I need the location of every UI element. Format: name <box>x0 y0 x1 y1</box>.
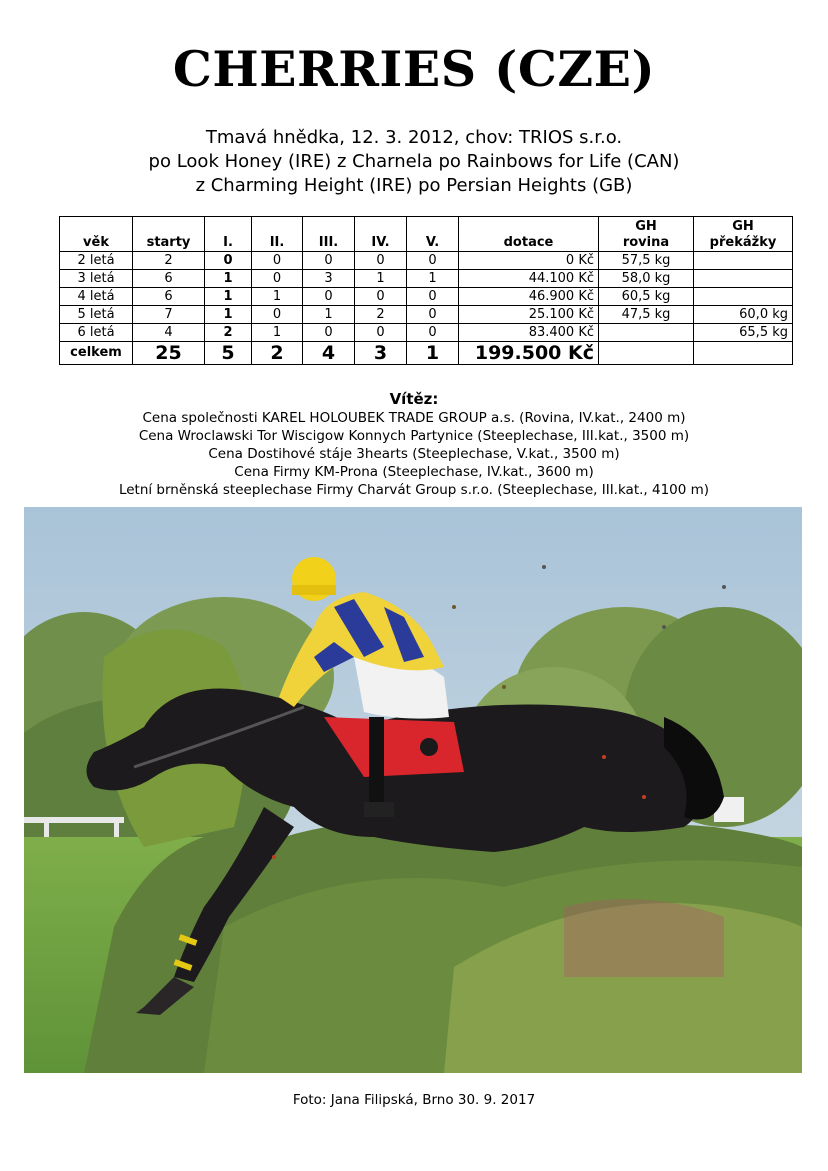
cell-third: 0 <box>303 324 355 342</box>
wins-list <box>0 409 828 499</box>
cell-earnings: 0 Kč <box>459 252 599 270</box>
win-item: Cena Wroclawski Tor Wiscigow Konnych Partynice (Steeplechase, III.kat., 3500 m) <box>138 428 690 444</box>
col-header-gh-jumps <box>694 217 793 252</box>
cell-age: 4 letá <box>60 288 133 306</box>
cell-fifth: 0 <box>407 324 459 342</box>
cell-earnings: 46.900 Kč <box>459 288 599 306</box>
total-starts: 25 <box>133 342 205 365</box>
cell-starts: 6 <box>133 288 205 306</box>
cell-second: 0 <box>252 270 303 288</box>
cell-fifth: 0 <box>407 288 459 306</box>
total-gh-flat <box>599 342 694 365</box>
cell-fourth: 0 <box>355 324 407 342</box>
horse-name-title: CHERRIES (CZE) <box>172 40 656 98</box>
cell-gh-jumps <box>694 288 793 306</box>
cell-fourth: 0 <box>355 288 407 306</box>
cell-earnings: 83.400 Kč <box>459 324 599 342</box>
photo-caption: Foto: Jana Filipská, Brno 30. 9. 2017 <box>292 1092 536 1108</box>
col-header-third: III. <box>303 217 355 252</box>
col-header-second: II. <box>252 217 303 252</box>
cell-starts: 7 <box>133 306 205 324</box>
win-item: Cena Dostihové stáje 3hearts (Steeplechase, V.kat., 3500 m) <box>208 446 620 462</box>
cell-second: 1 <box>252 288 303 306</box>
cell-gh-jumps: 60,0 kg <box>694 306 793 324</box>
cell-fifth: 0 <box>407 306 459 324</box>
table-total-row <box>60 342 793 365</box>
col-header-first: I. <box>205 217 252 252</box>
win-item: Cena Firmy KM-Prona (Steeplechase, IV.kat., 3600 m) <box>234 464 594 480</box>
total-second: 2 <box>252 342 303 365</box>
cell-third: 1 <box>303 306 355 324</box>
table-row <box>60 252 793 270</box>
win-item: Cena společnosti KAREL HOLOUBEK TRADE GROUP a.s. (Rovina, IV.kat., 2400 m) <box>142 410 686 426</box>
cell-first: 1 <box>205 288 252 306</box>
cell-first: 0 <box>205 252 252 270</box>
cell-starts: 6 <box>133 270 205 288</box>
total-gh-jumps <box>694 342 793 365</box>
winner-heading: Vítěz: <box>389 390 439 408</box>
table-row <box>60 324 793 342</box>
cell-second: 0 <box>252 306 303 324</box>
cell-second: 1 <box>252 324 303 342</box>
gh-flat-line1: GH <box>635 219 657 234</box>
gh-jumps-line1: GH <box>732 219 754 234</box>
dam-line: z Charming Height (IRE) po Persian Heights (GB) <box>195 175 633 196</box>
cell-fourth: 1 <box>355 270 407 288</box>
table-row <box>60 288 793 306</box>
cell-earnings: 44.100 Kč <box>459 270 599 288</box>
cell-second: 0 <box>252 252 303 270</box>
cell-fourth: 2 <box>355 306 407 324</box>
table-body <box>60 252 793 342</box>
col-header-starts: starty <box>133 217 205 252</box>
table-row <box>60 306 793 324</box>
cell-first: 1 <box>205 306 252 324</box>
col-header-fourth: IV. <box>355 217 407 252</box>
sire-line: po Look Honey (IRE) z Charnela po Rainbows for Life (CAN) <box>148 151 680 172</box>
table-header-row <box>60 217 793 252</box>
cell-gh-flat: 47,5 kg <box>599 306 694 324</box>
cell-gh-flat <box>599 324 694 342</box>
cell-gh-jumps <box>694 270 793 288</box>
cell-starts: 2 <box>133 252 205 270</box>
cell-gh-jumps: 65,5 kg <box>694 324 793 342</box>
cell-gh-flat: 60,5 kg <box>599 288 694 306</box>
col-header-earnings: dotace <box>459 217 599 252</box>
cell-fourth: 0 <box>355 252 407 270</box>
cell-fifth: 0 <box>407 252 459 270</box>
cell-age: 5 letá <box>60 306 133 324</box>
col-header-fifth: V. <box>407 217 459 252</box>
total-earnings: 199.500 Kč <box>459 342 599 365</box>
total-fourth: 3 <box>355 342 407 365</box>
total-third: 4 <box>303 342 355 365</box>
total-fifth: 1 <box>407 342 459 365</box>
cell-third: 3 <box>303 270 355 288</box>
cell-starts: 4 <box>133 324 205 342</box>
racing-record-table <box>59 216 793 365</box>
total-label: celkem <box>60 342 133 365</box>
cell-first: 1 <box>205 270 252 288</box>
cell-age: 6 letá <box>60 324 133 342</box>
cell-gh-jumps <box>694 252 793 270</box>
gh-jumps-line2: překážky <box>709 235 777 250</box>
gh-flat-line2: rovina <box>622 235 670 250</box>
col-header-age: věk <box>60 217 133 252</box>
cell-fifth: 1 <box>407 270 459 288</box>
total-first: 5 <box>205 342 252 365</box>
horse-details: Tmavá hnědka, 12. 3. 2012, chov: TRIOS s.r.o. <box>205 127 623 148</box>
cell-age: 2 letá <box>60 252 133 270</box>
col-header-gh-flat <box>599 217 694 252</box>
cell-third: 0 <box>303 252 355 270</box>
win-item: Letní brněnská steeplechase Firmy Charvát Group s.r.o. (Steeplechase, III.kat., 4100 m) <box>118 482 710 498</box>
table-row <box>60 270 793 288</box>
cell-gh-flat: 58,0 kg <box>599 270 694 288</box>
cell-age: 3 letá <box>60 270 133 288</box>
cell-first: 2 <box>205 324 252 342</box>
cell-earnings: 25.100 Kč <box>459 306 599 324</box>
cell-third: 0 <box>303 288 355 306</box>
race-photo <box>24 507 802 1073</box>
cell-gh-flat: 57,5 kg <box>599 252 694 270</box>
